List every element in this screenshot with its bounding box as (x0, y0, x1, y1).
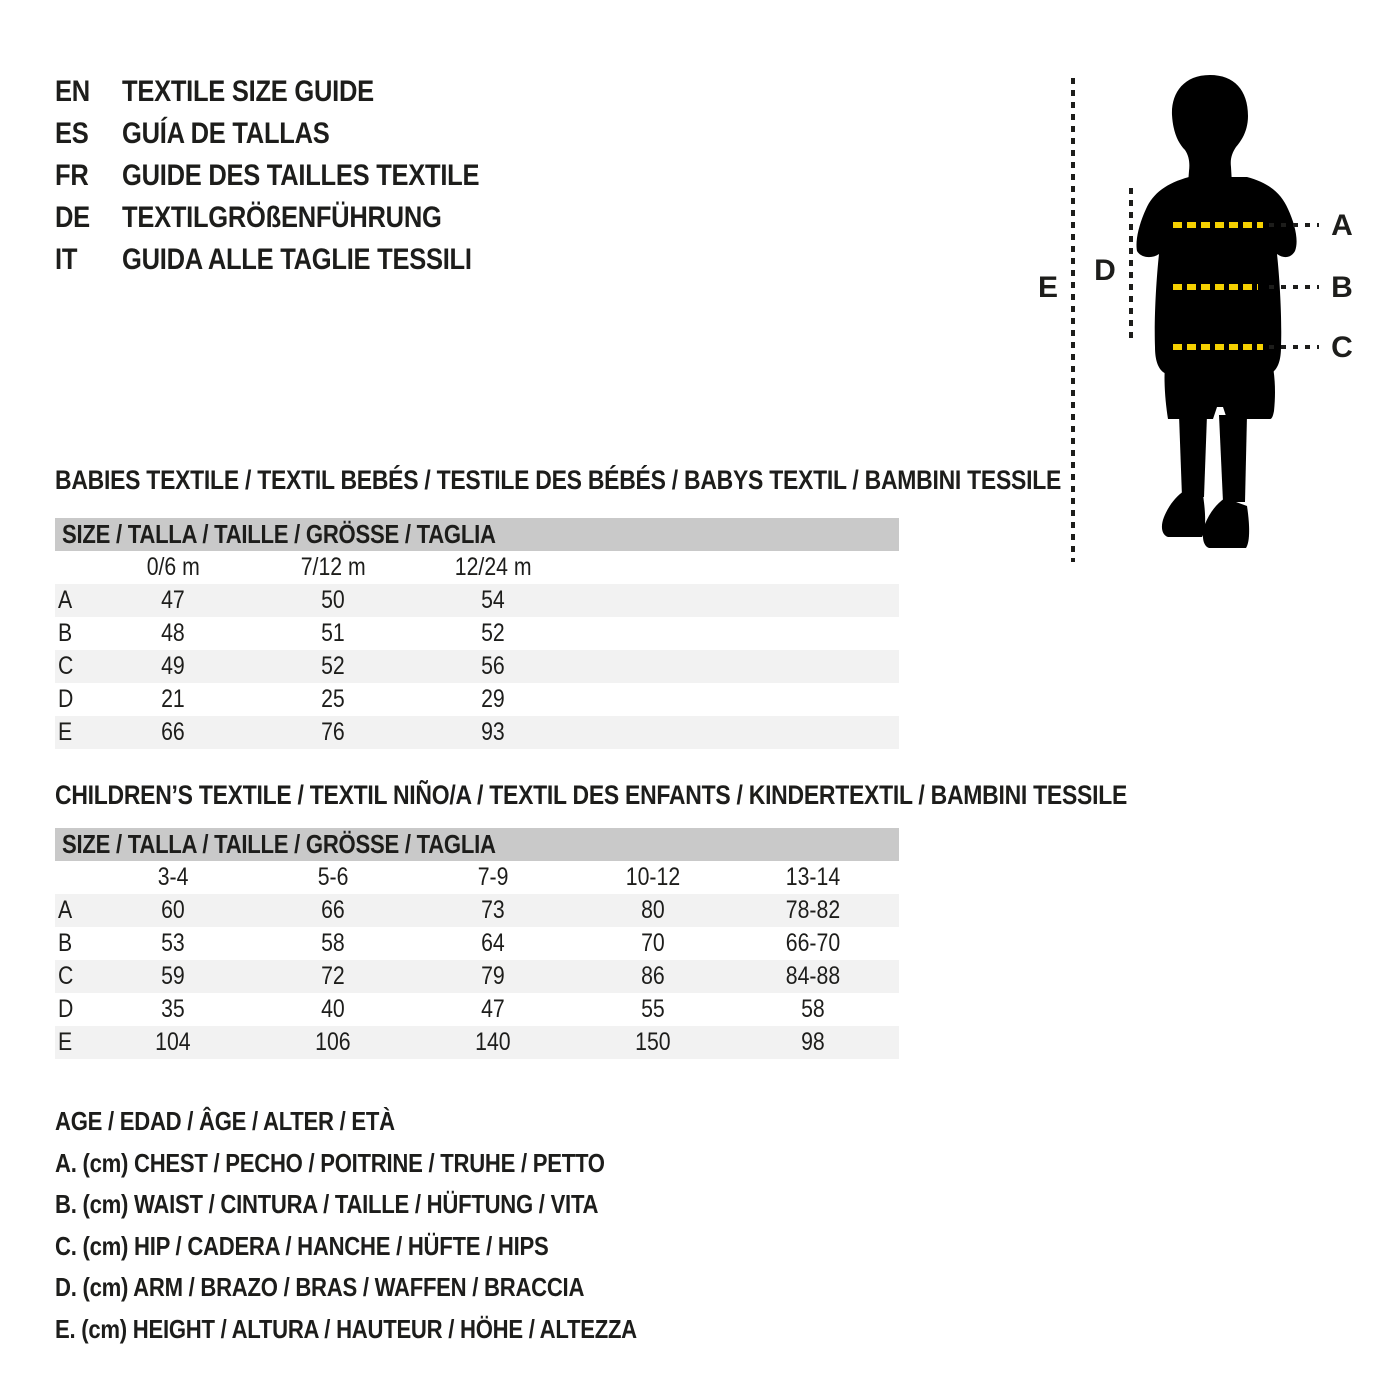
cell-value: 150 (635, 1028, 671, 1056)
row-label: B (58, 929, 73, 957)
cell-value: 21 (161, 685, 185, 713)
figure-label-c: C (1331, 331, 1353, 364)
cell-value: 72 (321, 962, 345, 990)
measurement-legend (55, 1101, 740, 1350)
table-row (55, 584, 899, 617)
table-row (55, 993, 899, 1026)
cell-value: 52 (321, 652, 345, 680)
cell-value: 140 (475, 1028, 511, 1056)
cell-value: 78-82 (785, 896, 841, 924)
legend-age-line: AGE / EDAD / ÂGE / ALTER / ETÀ (55, 1106, 395, 1136)
lang-code-de: DE (55, 201, 90, 234)
row-label: E (58, 1028, 73, 1056)
children-col-1: 5-6 (317, 863, 349, 891)
babies-section-title: BABIES TEXTILE / TEXTIL BEBÉS / TESTILE DES BÉBÉS / BABYS TEXTIL / BAMBINI TESSILE (55, 465, 1062, 495)
babies-column-header-row (55, 551, 899, 584)
legend-item-chest: A. (cm) CHEST / PECHO / POITRINE / TRUHE / PETTO (55, 1147, 605, 1178)
lang-code-es: ES (55, 117, 89, 150)
row-label: A (58, 896, 73, 924)
cell-value: 66 (321, 896, 345, 924)
lang-code-fr: FR (55, 159, 89, 192)
cell-value: 48 (161, 619, 185, 647)
table-row (55, 894, 899, 927)
children-col-3: 10-12 (625, 863, 681, 891)
cell-value: 29 (481, 685, 505, 713)
babies-size-table (55, 518, 899, 749)
table-row (55, 960, 899, 993)
table-row (55, 1026, 899, 1059)
table-row (55, 683, 899, 716)
cell-value: 56 (481, 652, 505, 680)
babies-col-2: 12/24 m (454, 553, 532, 581)
lang-row-en (55, 71, 542, 113)
lang-title-de: TEXTILGRÖßENFÜHRUNG (122, 201, 442, 234)
legend-item-arm: D. (cm) ARM / BRAZO / BRAS / WAFFEN / BRACCIA (55, 1272, 585, 1302)
cell-value: 40 (321, 995, 345, 1023)
lang-title-es: GUÍA DE TALLAS (122, 117, 330, 150)
children-column-header-row (55, 861, 899, 894)
lang-row-es (55, 113, 542, 155)
cell-value: 64 (481, 929, 505, 957)
cell-value: 52 (481, 619, 505, 647)
figure-label-a: A (1331, 209, 1353, 242)
row-label: D (58, 685, 74, 713)
cell-value: 50 (321, 586, 345, 614)
row-label: E (58, 718, 73, 746)
silhouette-right-shoe (1203, 498, 1249, 548)
babies-size-header: SIZE / TALLA / TAILLE / GRÖSSE / TAGLIA (62, 519, 496, 549)
row-label: A (58, 586, 73, 614)
cell-value: 53 (161, 929, 185, 957)
cell-value: 73 (481, 896, 505, 924)
row-label: C (58, 652, 74, 680)
lang-title-it: GUIDA ALLE TAGLIE TESSILI (122, 243, 472, 276)
language-title-block (55, 71, 542, 281)
silhouette-shorts (1165, 357, 1275, 419)
children-size-table (55, 828, 899, 1059)
table-row (55, 650, 899, 683)
cell-value: 84-88 (785, 962, 841, 990)
cell-value: 76 (321, 718, 345, 746)
cell-value: 51 (321, 619, 345, 647)
lang-row-fr (55, 155, 542, 197)
cell-value: 58 (801, 995, 825, 1023)
cell-value: 60 (161, 896, 185, 924)
cell-value: 54 (481, 586, 505, 614)
row-label: B (58, 619, 73, 647)
children-col-4: 13-14 (785, 863, 841, 891)
cell-value: 93 (481, 718, 505, 746)
children-size-header: SIZE / TALLA / TAILLE / GRÖSSE / TAGLIA (62, 829, 496, 859)
cell-value: 47 (481, 995, 505, 1023)
row-label: D (58, 995, 74, 1023)
lang-code-it: IT (55, 243, 78, 276)
babies-col-0: 0/6 m (146, 553, 200, 581)
cell-value: 80 (641, 896, 665, 924)
figure-label-e: E (1037, 271, 1059, 304)
figure-label-b: B (1331, 271, 1353, 304)
cell-value: 104 (155, 1028, 191, 1056)
table-row (55, 617, 899, 650)
lang-title-fr: GUIDE DES TAILLES TEXTILE (122, 159, 480, 192)
children-col-0: 3-4 (157, 863, 189, 891)
cell-value: 106 (315, 1028, 351, 1056)
children-col-2: 7-9 (477, 863, 509, 891)
babies-col-1: 7/12 m (300, 553, 366, 581)
lang-row-de (55, 197, 542, 239)
cell-value: 58 (321, 929, 345, 957)
lang-code-en: EN (55, 75, 90, 108)
cell-value: 47 (161, 586, 185, 614)
legend-item-hip: C. (cm) HIP / CADERA / HANCHE / HÜFTE / HIPS (55, 1230, 549, 1261)
cell-value: 70 (641, 929, 665, 957)
table-row (55, 716, 899, 749)
legend-item-waist: B. (cm) WAIST / CINTURA / TAILLE / HÜFTUNG / VITA (55, 1189, 599, 1219)
cell-value: 79 (481, 962, 505, 990)
cell-value: 98 (801, 1028, 825, 1056)
cell-value: 86 (641, 962, 665, 990)
lang-title-en: TEXTILE SIZE GUIDE (122, 75, 374, 108)
cell-value: 25 (321, 685, 345, 713)
cell-value: 66 (161, 718, 185, 746)
cell-value: 35 (161, 995, 185, 1023)
legend-item-height: E. (cm) HEIGHT / ALTURA / HAUTEUR / HÖHE / ALTEZZA (55, 1313, 637, 1344)
children-section-title: CHILDREN’S TEXTILE / TEXTIL NIÑO/A / TEXTIL DES ENFANTS / KINDERTEXTIL / BAMBINI TESSILE (55, 780, 1128, 810)
figure-label-d: D (1094, 254, 1116, 287)
cell-value: 66-70 (785, 929, 841, 957)
row-label: C (58, 962, 74, 990)
lang-row-it (55, 239, 542, 281)
silhouette-head (1172, 75, 1248, 184)
silhouette-shirt (1136, 177, 1296, 373)
table-row (55, 927, 899, 960)
silhouette-left-shoe (1162, 491, 1205, 537)
cell-value: 55 (641, 995, 665, 1023)
cell-value: 59 (161, 962, 185, 990)
cell-value: 49 (161, 652, 185, 680)
